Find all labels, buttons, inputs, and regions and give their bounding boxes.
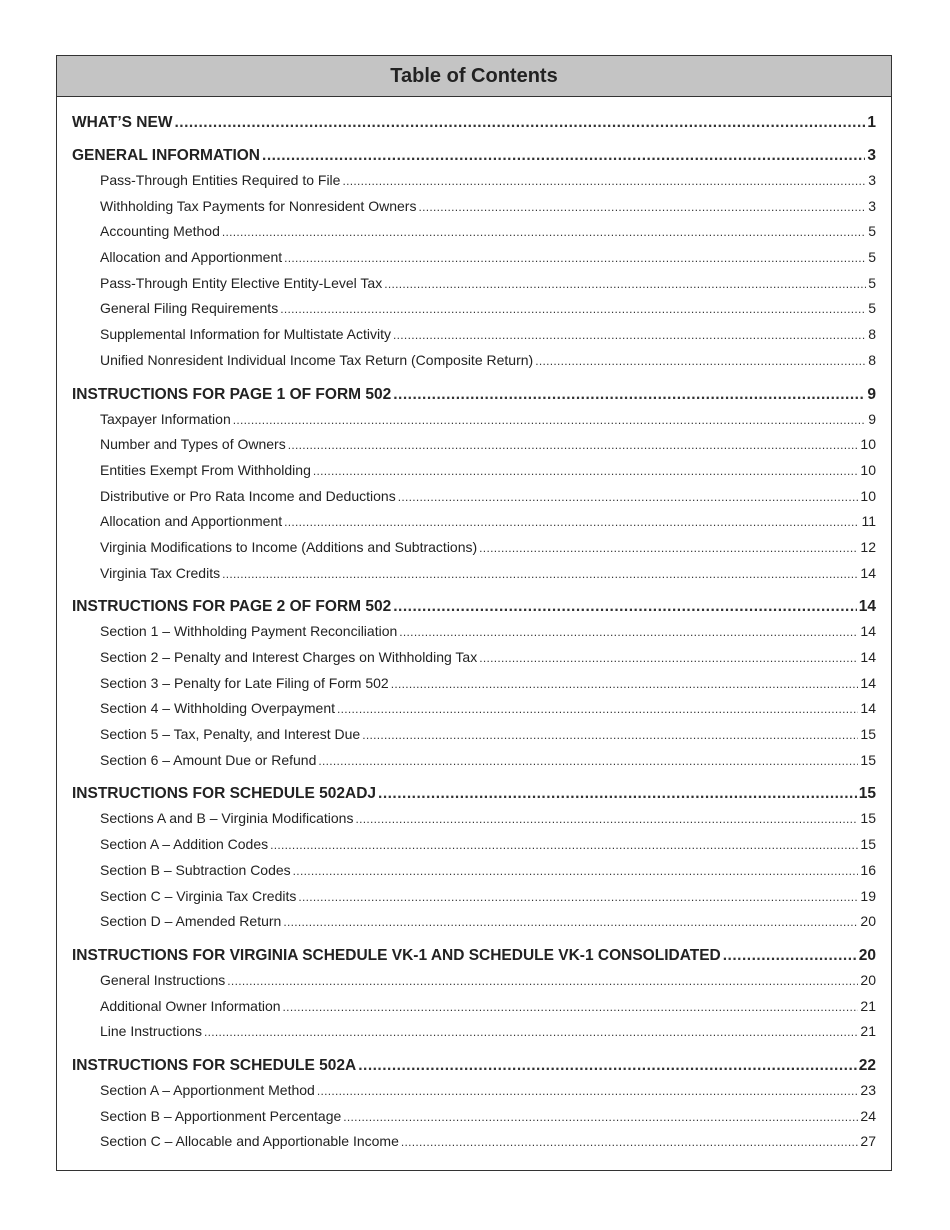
leader-dots <box>313 459 859 484</box>
toc-section <box>72 1053 876 1155</box>
toc-subentry-page-number: 15 <box>860 836 876 853</box>
toc-subentry-page-number: 14 <box>860 700 876 717</box>
toc-subentry[interactable] <box>72 168 876 194</box>
toc-subentry[interactable] <box>72 994 876 1020</box>
toc-subentry-label: Virginia Modifications to Income (Additions and Subtractions) <box>100 538 478 555</box>
leader-dots <box>398 485 859 510</box>
toc-subentry-page-number: 15 <box>860 726 876 743</box>
toc-heading-page-number: 22 <box>858 1056 876 1074</box>
toc-heading-page-number: 14 <box>858 598 876 616</box>
toc-subentry-label: Section 2 – Penalty and Interest Charges on Withholding Tax <box>100 649 478 665</box>
toc-subentry-page-number: 14 <box>860 623 876 640</box>
toc-heading-label: INSTRUCTIONS FOR PAGE 1 OF FORM 502 <box>72 385 392 403</box>
toc-subentry[interactable] <box>72 696 876 722</box>
toc-section <box>72 594 876 773</box>
toc-subentry-label: Section A – Addition Codes <box>100 836 269 853</box>
leader-dots <box>358 1053 857 1078</box>
toc-subentry-page-number: 15 <box>860 810 876 827</box>
toc-subentry[interactable] <box>72 194 876 220</box>
leader-dots <box>479 536 858 561</box>
toc-subentry[interactable] <box>72 884 876 910</box>
leader-dots <box>204 1020 858 1045</box>
toc-heading-label: WHAT’S NEW <box>72 114 173 131</box>
toc-subentry-label: Section B – Apportionment Percentage <box>100 1107 342 1124</box>
toc-subentry[interactable] <box>72 858 876 884</box>
leader-dots <box>283 910 858 935</box>
toc-subentry[interactable] <box>72 1019 876 1045</box>
toc-heading-entry[interactable] <box>72 1053 876 1078</box>
toc-subentry-page-number: 5 <box>868 274 876 291</box>
toc-subentry[interactable] <box>72 432 876 458</box>
toc-subentry-label: Section B – Subtraction Codes <box>100 861 291 878</box>
leader-dots <box>337 697 858 722</box>
toc-subentry-page-number: 14 <box>860 674 876 691</box>
leader-dots <box>270 833 858 858</box>
table-of-contents <box>56 55 892 1171</box>
toc-section <box>72 382 876 587</box>
toc-subentry-page-number: 15 <box>860 751 876 768</box>
toc-section <box>72 943 876 1045</box>
toc-subentry[interactable] <box>72 671 876 697</box>
leader-dots <box>293 859 859 884</box>
toc-subentry-label: Section 3 – Penalty for Late Filing of Form 502 <box>100 674 389 691</box>
toc-subentry-label: Supplemental Information for Multistate Activity <box>100 326 392 343</box>
leader-dots <box>262 143 865 168</box>
toc-subentry-page-number: 11 <box>861 513 876 530</box>
toc-subentry-label: Section 4 – Withholding Overpayment <box>100 700 336 717</box>
toc-subentry[interactable] <box>72 968 876 994</box>
leader-dots <box>479 646 858 671</box>
leader-dots <box>384 272 866 297</box>
toc-heading-label: INSTRUCTIONS FOR SCHEDULE 502ADJ <box>72 785 377 803</box>
leader-dots <box>393 594 857 619</box>
leader-dots <box>318 749 858 774</box>
leader-dots <box>399 620 858 645</box>
toc-subentry-page-number: 8 <box>868 326 876 343</box>
toc-subentry-label: Line Instructions <box>100 1023 202 1040</box>
leader-dots <box>391 672 859 697</box>
leader-dots <box>378 781 857 806</box>
toc-subentry-label: Entities Exempt From Withholding <box>100 461 311 478</box>
toc-heading-label: INSTRUCTIONS FOR PAGE 2 OF FORM 502 <box>72 598 392 616</box>
toc-subentry[interactable] <box>72 458 876 484</box>
toc-subentry-label: Accounting Method <box>100 223 220 240</box>
toc-heading-page-number: 20 <box>858 946 876 964</box>
toc-subentry-label: Section C – Virginia Tax Credits <box>100 887 297 904</box>
leader-dots <box>343 1105 858 1130</box>
toc-heading-entry[interactable] <box>72 382 876 407</box>
toc-subentry-label: Section 1 – Withholding Payment Reconciliation <box>100 623 398 640</box>
toc-subentry-label: Section 6 – Amount Due or Refund <box>100 751 317 768</box>
toc-subentry[interactable] <box>72 322 876 348</box>
toc-subentry-page-number: 21 <box>860 997 876 1014</box>
toc-subentry[interactable] <box>72 561 876 587</box>
toc-subentry-label: Distributive or Pro Rata Income and Deductions <box>100 487 396 504</box>
toc-subentry-page-number: 24 <box>860 1107 876 1124</box>
toc-subentry[interactable] <box>72 1104 876 1130</box>
toc-subentry-label: Unified Nonresident Individual Income Tax Return (Composite Return) <box>100 351 534 368</box>
leader-dots <box>723 943 857 968</box>
toc-subentry-page-number: 10 <box>860 436 876 453</box>
toc-heading-entry[interactable] <box>72 594 876 619</box>
leader-dots <box>355 807 858 832</box>
toc-subentry-page-number: 10 <box>860 487 876 504</box>
leader-dots <box>283 995 859 1020</box>
toc-subentry[interactable] <box>72 271 876 297</box>
toc-subentry-label: Pass-Through Entity Elective Entity-Level Tax <box>100 274 383 291</box>
toc-subentry-page-number: 23 <box>860 1081 876 1098</box>
toc-subentry[interactable] <box>72 832 876 858</box>
leader-dots <box>222 562 858 587</box>
toc-subentry[interactable] <box>72 535 876 561</box>
leader-dots <box>317 1079 859 1104</box>
toc-heading-entry[interactable] <box>72 781 876 806</box>
toc-subentry-page-number: 16 <box>860 861 876 878</box>
toc-heading-entry[interactable] <box>72 143 876 168</box>
toc-subentry[interactable] <box>72 484 876 510</box>
toc-subentry[interactable] <box>72 219 876 245</box>
toc-subentry-label: Section C – Allocable and Apportionable Income <box>100 1133 399 1150</box>
toc-subentry[interactable] <box>72 1129 876 1155</box>
toc-subentry-page-number: 27 <box>860 1133 876 1150</box>
toc-subentry-page-number: 3 <box>868 197 876 214</box>
leader-dots <box>284 246 866 271</box>
toc-subentry-label: Pass-Through Entities Required to File <box>100 172 341 188</box>
toc-header <box>57 56 891 97</box>
toc-subentry-label: Section A – Apportionment Method <box>100 1081 315 1098</box>
toc-subentry-page-number: 3 <box>868 172 876 188</box>
leader-dots <box>233 408 866 433</box>
toc-section <box>72 143 876 374</box>
toc-subentry[interactable] <box>72 645 876 671</box>
leader-dots <box>393 382 865 407</box>
toc-heading-page-number: 9 <box>867 385 876 403</box>
toc-subentry[interactable] <box>72 348 876 374</box>
toc-subentry[interactable] <box>72 722 876 748</box>
toc-subentry[interactable] <box>72 909 876 935</box>
toc-subentry-page-number: 12 <box>860 538 876 555</box>
toc-subentry-page-number: 14 <box>860 649 876 665</box>
toc-subentry-label: Allocation and Apportionment <box>100 513 283 530</box>
leader-dots <box>284 510 859 535</box>
toc-subentry[interactable] <box>72 806 876 832</box>
leader-dots <box>418 195 866 220</box>
toc-subentry-label: Sections A and B – Virginia Modifications <box>100 810 354 827</box>
toc-list <box>57 97 891 1155</box>
leader-dots <box>222 220 866 245</box>
toc-title: Table of Contents <box>390 64 558 87</box>
toc-heading-entry[interactable] <box>72 110 876 135</box>
leader-dots <box>362 723 858 748</box>
toc-subentry-label: General Filing Requirements <box>100 300 279 317</box>
toc-subentry-page-number: 10 <box>860 461 876 478</box>
toc-subentry[interactable] <box>72 1078 876 1104</box>
toc-subentry[interactable] <box>72 245 876 271</box>
toc-subentry[interactable] <box>72 407 876 433</box>
toc-subentry-label: Taxpayer Information <box>100 410 231 427</box>
toc-heading-label: GENERAL INFORMATION <box>72 147 261 164</box>
toc-section <box>72 781 876 934</box>
toc-subentry-page-number: 5 <box>868 223 876 240</box>
toc-subentry-page-number: 5 <box>868 300 876 317</box>
toc-subentry-label: Additional Owner Information <box>100 997 281 1014</box>
toc-subentry[interactable] <box>72 619 876 645</box>
leader-dots <box>342 169 866 194</box>
toc-subentry-label: Section 5 – Tax, Penalty, and Interest Due <box>100 726 361 743</box>
toc-heading-entry[interactable] <box>72 943 876 968</box>
toc-heading-page-number: 1 <box>867 114 876 131</box>
leader-dots <box>298 885 858 910</box>
toc-subentry-page-number: 5 <box>868 249 876 266</box>
toc-subentry-label: General Instructions <box>100 971 226 988</box>
toc-heading-page-number: 3 <box>867 147 876 164</box>
toc-subentry-page-number: 14 <box>860 564 876 581</box>
leader-dots <box>227 969 858 994</box>
toc-subentry-label: Virginia Tax Credits <box>100 564 221 581</box>
toc-subentry-label: Section D – Amended Return <box>100 913 282 930</box>
toc-subentry-label: Number and Types of Owners <box>100 436 286 453</box>
toc-subentry-page-number: 20 <box>860 971 876 988</box>
toc-subentry-page-number: 19 <box>860 887 876 904</box>
toc-heading-label: INSTRUCTIONS FOR VIRGINIA SCHEDULE VK-1 AND SCHEDULE VK-1 CONSOLIDATED <box>72 946 721 964</box>
toc-subentry-label: Withholding Tax Payments for Nonresident Owners <box>100 197 417 214</box>
toc-subentry-page-number: 8 <box>868 351 876 368</box>
toc-subentry[interactable] <box>72 748 876 774</box>
toc-subentry[interactable] <box>72 296 876 322</box>
leader-dots <box>393 323 866 348</box>
leader-dots <box>174 110 865 135</box>
toc-section <box>72 110 876 135</box>
toc-subentry-page-number: 21 <box>860 1023 876 1040</box>
toc-subentry-page-number: 9 <box>868 410 876 427</box>
leader-dots <box>535 349 866 374</box>
leader-dots <box>401 1130 859 1155</box>
toc-subentry-page-number: 20 <box>860 913 876 930</box>
toc-heading-page-number: 15 <box>858 785 876 803</box>
toc-subentry-label: Allocation and Apportionment <box>100 249 283 266</box>
leader-dots <box>288 433 859 458</box>
toc-heading-label: INSTRUCTIONS FOR SCHEDULE 502A <box>72 1056 357 1074</box>
toc-subentry[interactable] <box>72 509 876 535</box>
leader-dots <box>280 297 866 322</box>
